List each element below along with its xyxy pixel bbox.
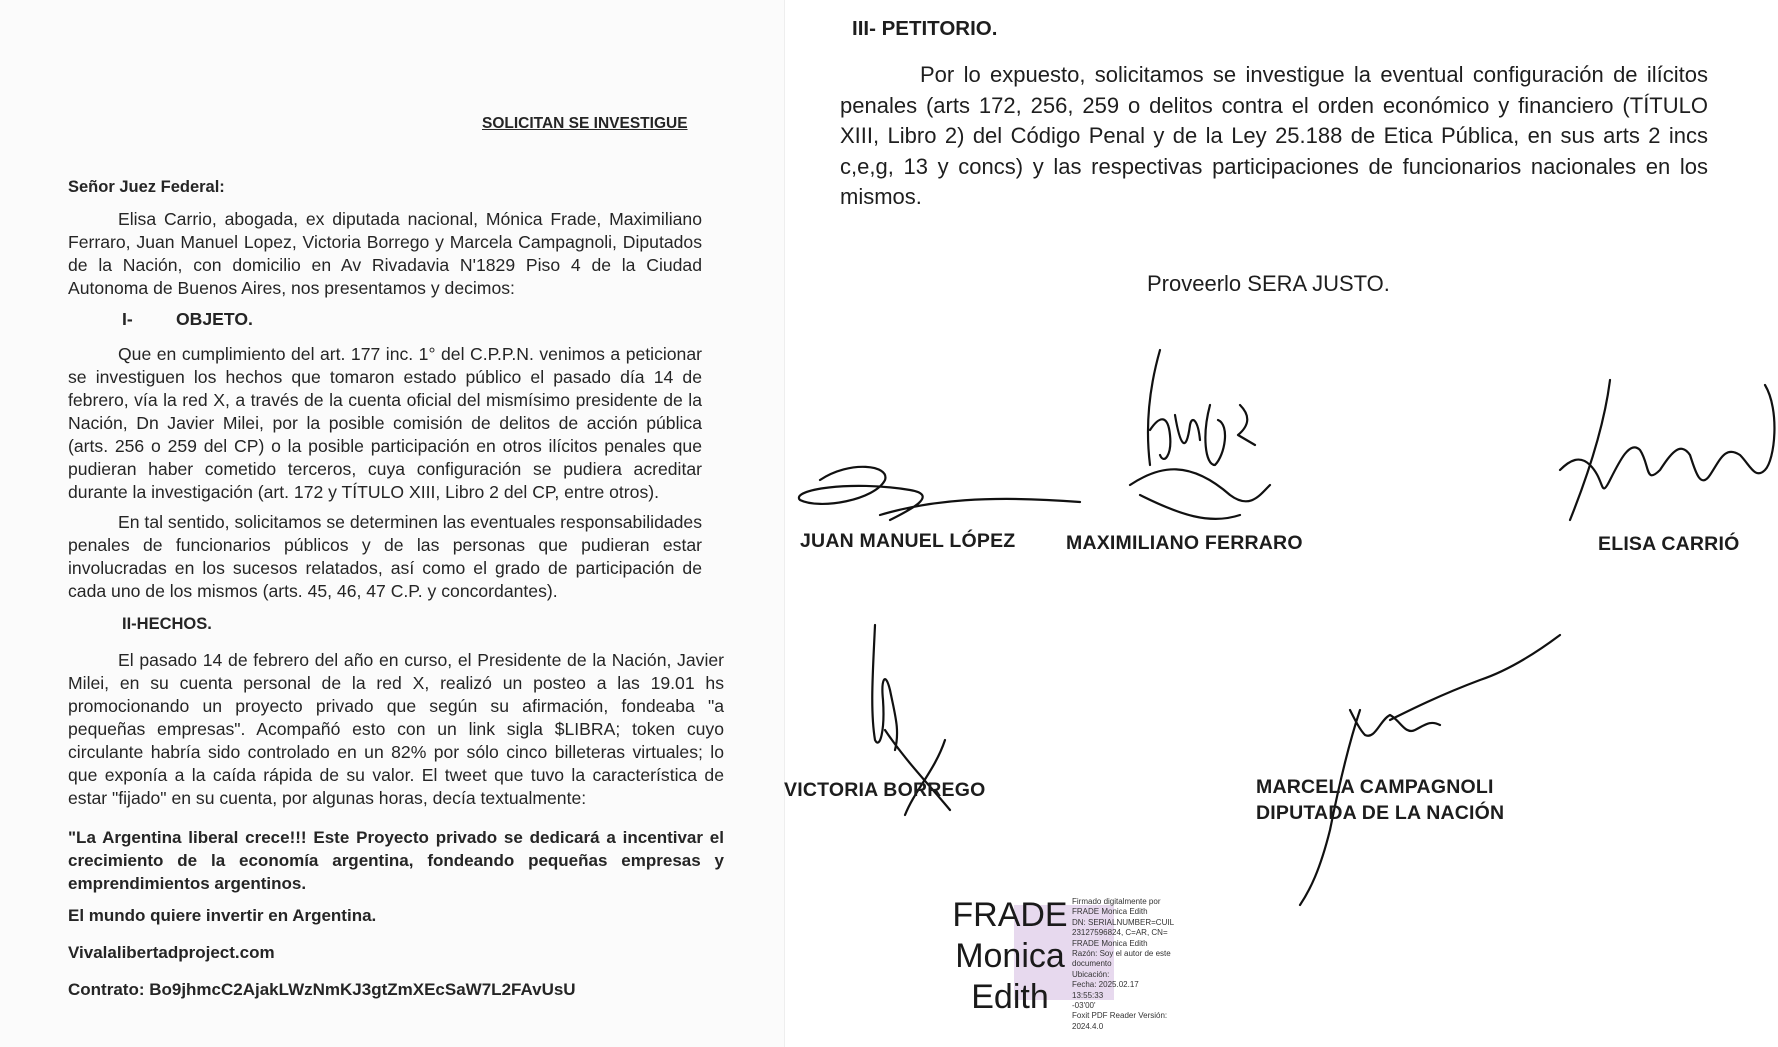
signature-ferraro-drawing [1120, 345, 1280, 545]
digital-signature-stamp [950, 895, 1190, 1031]
hechos-paragraph: El pasado 14 de febrero del año en curso, el Presidente de la Nación, Javier Milei, en su cuenta personal de la red X, realizó un posteo a las 19.01 hs promocionando un proyecto privado que según su afirmación, fondeaba "a pequeñas empresas". Acompañó esto con un link sigla $LIBRA; token cuyo circulante habría sido controlado en un 82% por sólo cinco billeteras virtuales; lo que exponía a la caída rápida de su valor. El tweet que tuvo la característica de estar "fijado" en su cuenta, por algunas horas, decía textualmente: [68, 650, 724, 808]
section2-title: II-HECHOS. [122, 615, 212, 633]
signatory-lopez: JUAN MANUEL LÓPEZ [800, 530, 1016, 552]
digital-signature-name [950, 895, 1070, 1018]
salutation: Señor Juez Federal: [68, 178, 225, 196]
objeto-paragraph-1: Que en cumplimiento del art. 177 inc. 1° del C.P.P.N. venimos a peticionar se investiguen los hechos que tomaron estado público el pasado día 14 de febrero, vía la red X, a través de la cuenta oficial del mismísimo presidente de la Nación, Dn Javier Milei, por la posible comisión de delitos de acción pública (arts. 256 o 259 del CP) o la posible participación en otros ilícitos penales que pudieran haber cometido terceros, cuya configuración se pudiera acreditar durante la investigación (art. 172 y TÍTULO XIII, Libro 2 del CP, entre otros). [68, 344, 702, 502]
signatory-carrio: ELISA CARRIÓ [1598, 533, 1740, 555]
objeto-paragraph-2: En tal sentido, solicitamos se determinen las eventuales responsabilidades penales de funcionarios públicos y de las personas que pudieran estar involucradas en los sucesos relatados, así como el grado de participación de cada uno de los mismos (arts. 45, 46, 47 C.P. y concordantes). [68, 512, 702, 601]
stamp-detail-line: 23127596824, C=AR, CN= [1072, 928, 1168, 938]
stamp-detail-line: 2024.4.0 [1072, 1021, 1104, 1031]
quote-contract: Contrato: Bo9jhmcC2AjakLWzNmKJ3gtZmXEcSaW7L2FAvUsU [68, 980, 576, 999]
section1-title: OBJETO. [176, 309, 253, 329]
signature-campagnoli-drawing [1240, 580, 1560, 910]
signatory-borrego: VICTORIA BORREGO [784, 779, 986, 801]
stamp-detail-line: DN: SERIALNUMBER=CUIL [1072, 917, 1175, 927]
closing-formula: Proveerlo SERA JUSTO. [1147, 271, 1390, 296]
stamp-detail-line: Ubicación: [1072, 969, 1110, 979]
stamp-name-line-2: Monica [955, 937, 1065, 975]
section1-number: I- [122, 309, 133, 329]
stamp-name-line-1: FRADE [952, 896, 1068, 934]
quote-paragraph-2: El mundo quiere invertir en Argentina. [68, 906, 377, 925]
stamp-detail-line: Firmado digitalmente por [1072, 897, 1161, 906]
document-title: SOLICITAN SE INVESTIGUE [482, 115, 688, 132]
signatory-campagnoli-role: DIPUTADA DE LA NACIÓN [1256, 802, 1505, 824]
signatory-ferraro: MAXIMILIANO FERRARO [1066, 532, 1303, 554]
petitorio-paragraph: Por lo expuesto, solicitamos se investigue la eventual configuración de ilícitos penales (arts 172, 256, 259 o delitos contra el orden económico y financiero (TÍTULO XIII, Libro 2) del Código Penal y de la Ley 25.188 de Etica Pública, en sus arts 2 incs c,e,g, 13 y concs) y las respectivas participaciones de funcionarios nacionales en los mismos. [840, 62, 1708, 209]
signature-carrio-drawing [1550, 370, 1778, 550]
stamp-detail-line: documento [1072, 959, 1112, 969]
section3-title: III- PETITORIO. [852, 17, 998, 40]
stamp-detail-line: Foxit PDF Reader Versión: [1072, 1011, 1168, 1021]
stamp-detail-line: -03'00' [1072, 1001, 1096, 1011]
stamp-detail-line: Fecha: 2025.02.17 [1072, 980, 1139, 990]
stamp-detail-line: Razón: Soy el autor de este [1072, 949, 1171, 959]
stamp-detail-line: FRADE Monica Edith [1072, 938, 1148, 948]
stamp-detail-line: 13:55:33 [1072, 990, 1104, 1000]
left-document-page [0, 0, 784, 1047]
stamp-name-line-3: Edith [971, 978, 1049, 1016]
intro-paragraph: Elisa Carrio, abogada, ex diputada nacional, Mónica Frade, Maximiliano Ferraro, Juan Manuel Lopez, Victoria Borrego y Marcela Campagnoli, Diputados de la Nación, con domicilio en Av Rivadavia N'1829 Piso 4 de la Ciudad Autonoma de Buenos Aires, nos presentamos y decimos: [68, 209, 702, 298]
quote-url: Vivalalibertadproject.com [68, 943, 275, 962]
stamp-detail-line: FRADE Monica Edith [1072, 907, 1148, 917]
quote-paragraph-1: "La Argentina liberal crece!!! Este Proyecto privado se dedicará a incentivar el crecimiento de la economía argentina, fondeando pequeñas empresas y emprendimientos argentinos. [68, 828, 724, 893]
digital-signature-details [1072, 897, 1194, 1032]
signatory-campagnoli: MARCELA CAMPAGNOLI [1256, 776, 1494, 798]
